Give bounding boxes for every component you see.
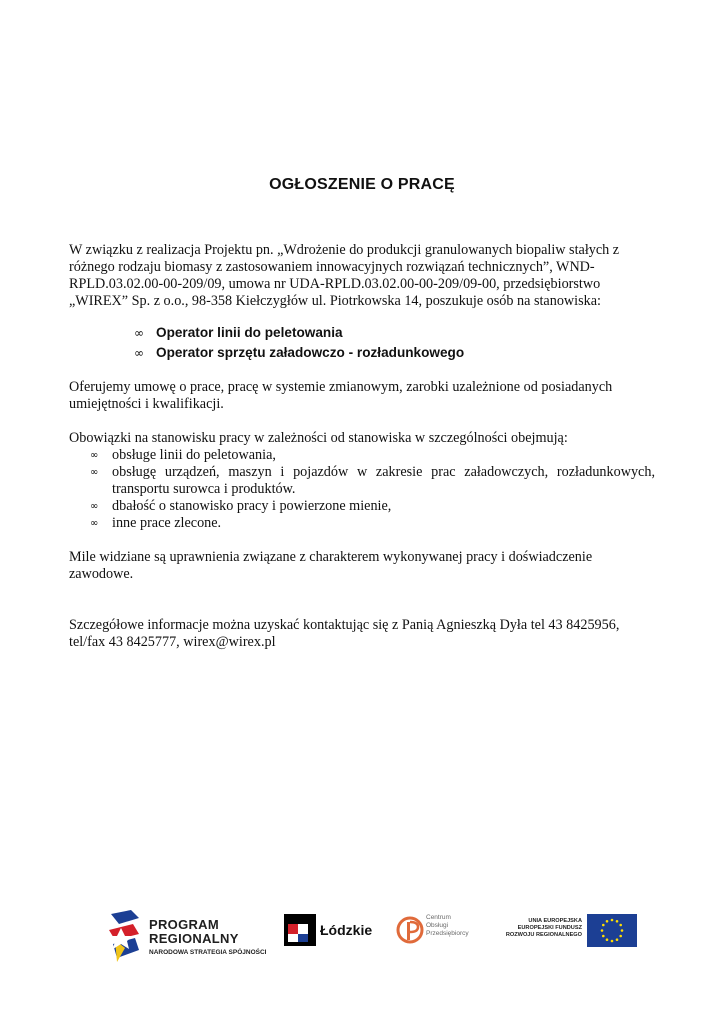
offer-line: umiejętności i kwalifikacji. xyxy=(69,396,224,412)
offer-line: Oferujemy umowę o prace, pracę w systemie zmianowym, zarobki uzależnione od posiadanych xyxy=(69,379,613,395)
program-subtitle: NARODOWA STRATEGIA SPÓJNOŚCI xyxy=(149,949,267,956)
duty-item: ∞ inne prace zlecone. xyxy=(90,515,222,531)
duty-item: ∞ dbałość o stanowisko pracy i powierzone mienie, xyxy=(90,498,392,514)
intro-line: RPLD.03.02.00-00-209/09, umowa nr UDA-RPLD.03.02.00-00-209/09-00, przedsiębiorstwo xyxy=(69,276,601,292)
intro-line: „WIREX” Sp. z o.o., 98-358 Kiełczygłów ul. Piotrkowska 14, poszukuje osób na stanowiska: xyxy=(69,293,601,309)
duties-heading: Obowiązki na stanowisku pracy w zależności od stanowiska w szczególności obejmują: xyxy=(69,430,568,446)
program-title-line: PROGRAM xyxy=(149,917,219,932)
program-flag-icon xyxy=(109,910,141,966)
contact-paragraph xyxy=(69,617,655,651)
infinity-bullet-icon: ∞ xyxy=(90,450,99,461)
centrum-emblem-icon xyxy=(396,914,424,946)
welcome-line: zawodowe. xyxy=(69,566,134,582)
lodzkie-emblem-icon xyxy=(284,914,316,946)
page-title: OGŁOSZENIE O PRACĘ xyxy=(269,176,455,193)
infinity-bullet-icon: ∞ xyxy=(90,467,99,478)
lodzkie-label: Łódzkie xyxy=(320,922,373,938)
infinity-bullet-icon: ∞ xyxy=(134,346,144,360)
contact-line: Szczegółowe informacje można uzyskać kontaktując się z Panią Agnieszką Dyła tel 43 8425956, xyxy=(69,617,620,633)
welcome-paragraph xyxy=(69,549,655,583)
position-item: ∞ Operator sprzętu załadowczo - rozładunkowego xyxy=(134,343,634,363)
eu-label: ROZWOJU REGIONALNEGO xyxy=(505,932,582,938)
duty-item: ∞ obsługe linii do peletowania, xyxy=(90,447,276,463)
eu-flag-icon xyxy=(587,914,637,947)
footer-logos xyxy=(69,898,655,968)
intro-line: różnego rodzaju biomasy z zastosowaniem innowacyjnych rozwiązań technicznych”, WND- xyxy=(69,259,595,275)
eu-label: UNIA EUROPEJSKA xyxy=(528,918,582,924)
infinity-bullet-icon: ∞ xyxy=(134,326,144,340)
eu-label: EUROPEJSKI FUNDUSZ xyxy=(517,925,582,931)
centrum-obslugi-logo xyxy=(396,914,469,951)
contact-line: tel/fax 43 8425777, wirex@wirex.pl xyxy=(69,634,276,650)
centrum-label: Obsługi xyxy=(426,922,449,929)
welcome-line: Mile widziane są uprawnienia związane z charakterem wykonywanej pracy i doświadczenie xyxy=(69,549,593,565)
position-item: ∞ Operator linii do peletowania xyxy=(134,323,634,343)
infinity-bullet-icon: ∞ xyxy=(90,501,99,512)
duties-list xyxy=(90,447,655,532)
centrum-label: Centrum xyxy=(426,914,451,921)
offer-paragraph xyxy=(69,379,655,413)
intro-line: W związku z realizacja Projektu pn. „Wdrożenie do produkcji granulowanych biopaliw stałych z xyxy=(69,242,620,258)
intro-paragraph xyxy=(69,242,655,310)
duty-item: ∞ obsługę urządzeń, maszyn i pojazdów w zakresie prac załadowczych, rozładunkowych, transportu surowca i produktów. xyxy=(90,464,655,497)
program-title-line: REGIONALNY xyxy=(149,931,239,946)
centrum-label: Przedsiębiorcy xyxy=(426,930,469,937)
positions-list xyxy=(134,323,634,363)
lodzkie-logo xyxy=(284,914,373,951)
infinity-bullet-icon: ∞ xyxy=(90,518,99,529)
